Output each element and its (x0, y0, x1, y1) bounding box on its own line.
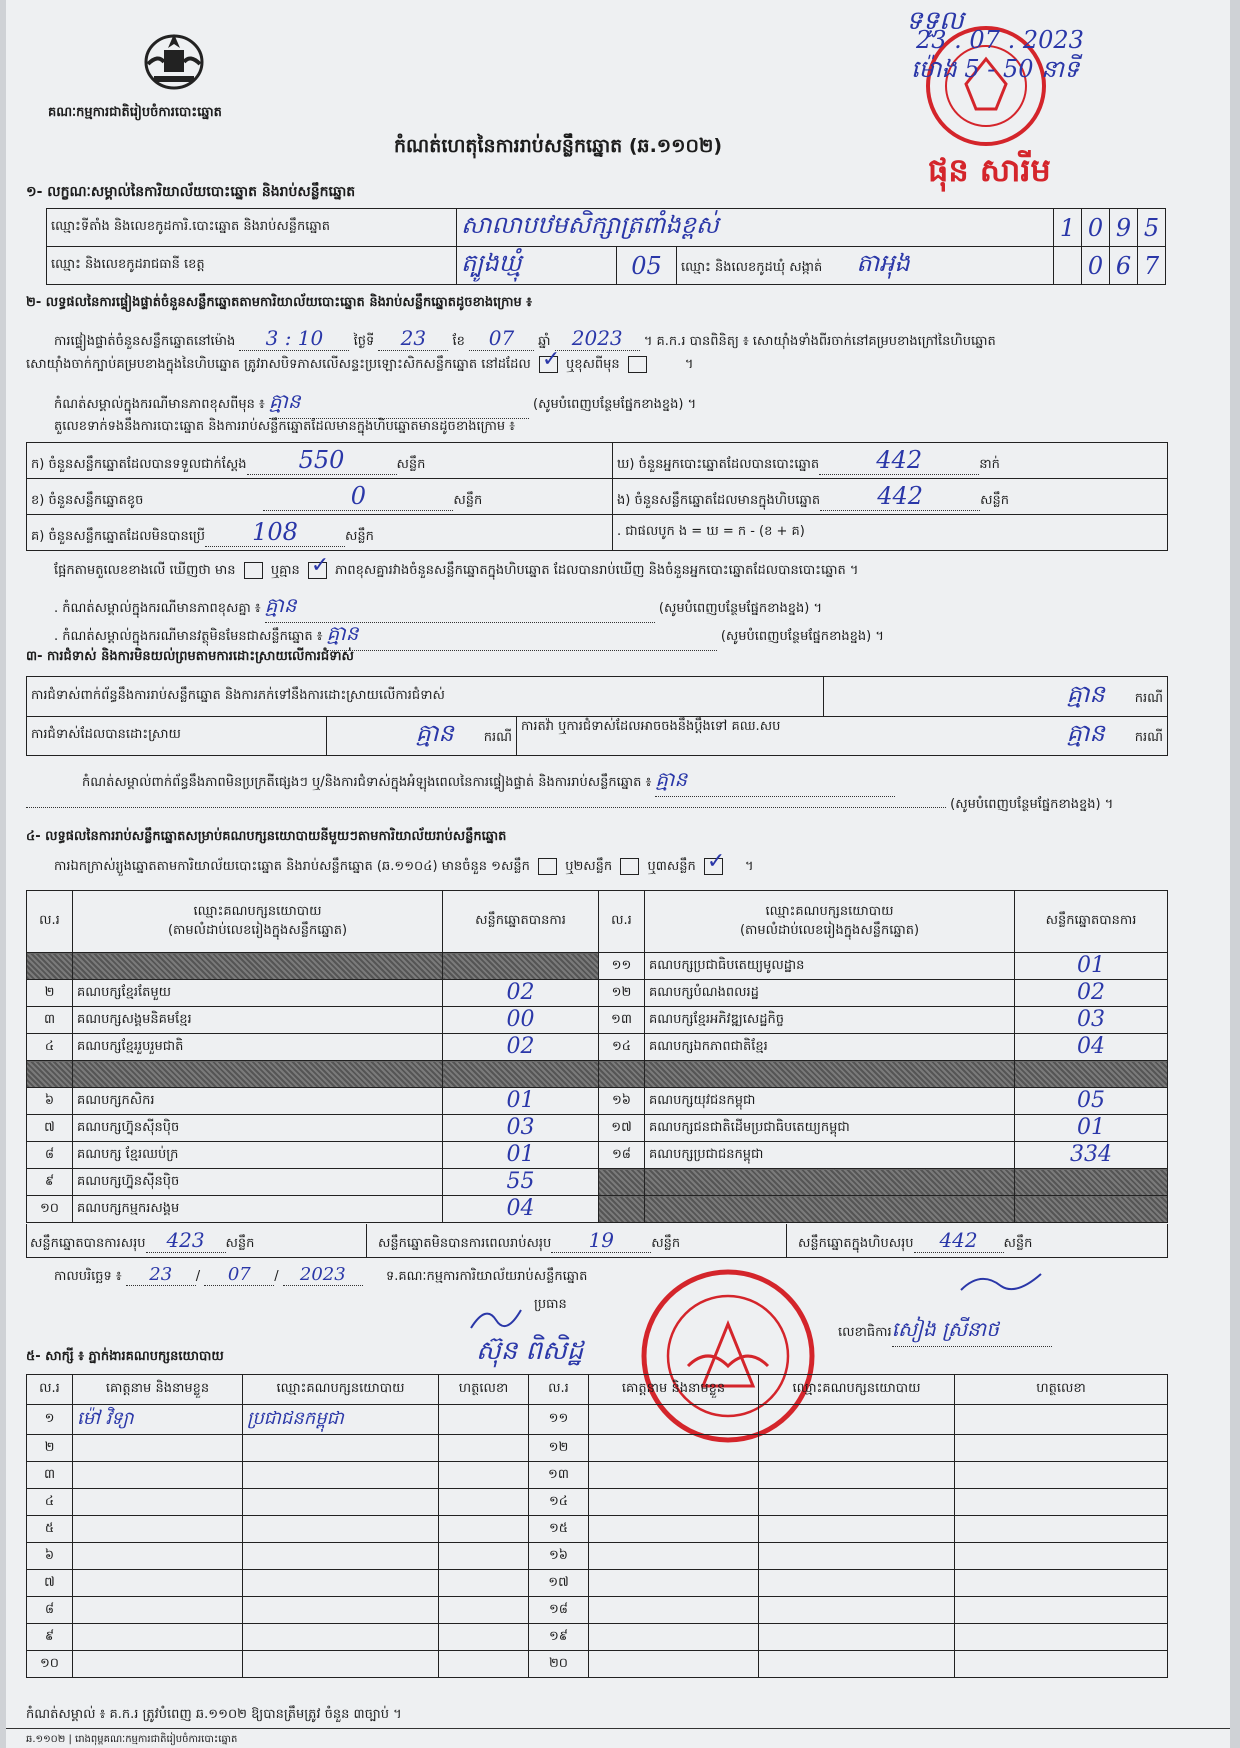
party-no: ១៣ (599, 1007, 645, 1034)
party-votes (443, 1196, 599, 1223)
witness-name[interactable] (73, 1570, 243, 1597)
voters-value: 442 (819, 446, 979, 475)
commune-value: តាអុង (856, 249, 910, 277)
nec-emblem-icon (134, 24, 214, 94)
receiver-name: ផុន សារីម (928, 151, 1051, 189)
sheets-line: ការឯកក្រាស់រ្យួងឆ្នោតតាមការិយាល័យបោះឆ្នោត និងរាប់សន្លឹកឆ្នោត (ឆ.១១០៤) មានចំនួន ១សន្លឹក ឬ២សន្លឹក ឬ៣សន្លឹក ✓ ។ (54, 849, 754, 874)
party-votes (443, 1169, 599, 1196)
party-name: គណបក្សខ្មែរអភិវឌ្ឍសេដ្ឋកិច្ច (645, 1007, 1015, 1034)
col-votes-right: សន្លឹកឆ្នោតបានការ (1015, 891, 1168, 953)
party-no (599, 1196, 645, 1223)
results-row (27, 1196, 1168, 1223)
chair-name: ស៊ុន ពិសិដ្ឋ (476, 1336, 584, 1366)
party-votes (443, 1007, 599, 1034)
results-row (27, 1061, 1168, 1088)
section3-heading: ៣- ការជំទាស់ និងការមិនយល់ព្រមតាមការដោះស្រាយលើការជំទាស់ (26, 649, 354, 664)
witness-name[interactable] (589, 1597, 759, 1624)
witness-name[interactable] (73, 1651, 243, 1678)
results-table: ល.រ ឈ្មោះគណបក្សនយោបាយ (តាមលំដាប់លេខរៀងក្នុងសន្លឹកឆ្នោត) សន្លឹកឆ្នោតបានការ ល.រ ឈ្មោះគណបក្សនយោបាយ (តាមលំដាប់លេខរៀងក្នុងសន្លឹកឆ្នោត) សន្លឹកឆ្នោតបានការ ១១ គណបក្សប្រជាធិបតេយ្យមូលដ្ឋាន 01 ២ គណបក្សខ្មែរតែមួយ 02 ១២ គណបក្សបំណងពលរដ្ឋ 02 ៣ គណបក្សសង្គមនិគមខ្មែរ 00 ១៣ គណបក្សខ្មែរអភិវឌ្ឍសេដ្ឋកិច្ច 03 ៤ គណបក្សខ្មែររួបរួមជាតិ 02 ១៤ គណបក្សឯកភាពជាតិខ្មែរ 04 ៦ គណបក្សកសិករ 01 ១៦ គណបក្សយុវជនកម្ពុជា 05 ៧ គណបក្សហ្វ៊ុនស៊ីនប៉ិច 03 ១៧ គណបក្សជនជាតិដើមប្រជាធិបតេយ្យកម្ពុជា 01 ៨ គណបក្ស ខ្មែរឈប់ក្រ 01 ១៨ គណបក្សប្រជាជនកម្ពុជា 334 ៩ គណបក្សហ្វ៊ុនស៊ីនប៉ិច 55 ១០ គណបក្សកម្មករសង្គម 04 (26, 890, 1168, 1223)
difference-no-checkbox[interactable]: ✓ (308, 562, 327, 579)
witness-party[interactable] (759, 1516, 955, 1543)
witness-row (27, 1489, 1168, 1516)
total-invalid: 19 (551, 1228, 651, 1253)
witness-signature[interactable] (439, 1435, 529, 1462)
party-no: ១៨ (599, 1142, 645, 1169)
complaints-table: ការជំទាស់ពាក់ព័ន្ធនឹងការរាប់សន្លឹកឆ្នោត និងការភក់ទៅនឹងការដោះស្រាយលើការជំទាស់ គ្មាន ករណី ការជំទាស់ដែលបានដោះស្រាយ គ្មាន ករណី ការតវ៉ា ឬការជំទាស់ដែលអាចចងនឹងប្តឹងទៅ គឈ.សប គ្មាន ករណី (26, 676, 1168, 756)
stamp-date: 23 . 07 . 2023 (916, 26, 1084, 54)
resolved-value: គ្មាន (415, 719, 454, 748)
secretary-line: លេខាធិការសៀង ស្រីនាថ (838, 1316, 1052, 1347)
foreign-object-line: . កំណត់សម្គាល់ក្នុងករណីមានវត្ថុមិនមែនជាសន្លឹកឆ្នោត ៖ គ្មាន (សូមបំពេញបន្ថែមផ្នែកខាងខ្នង) ។ (54, 620, 884, 651)
witness-row (27, 1462, 1168, 1489)
appeal-label: ការតវ៉ា ឬការជំទាស់ដែលអាចចងនឹងប្តឹងទៅ គឈ.សប (521, 719, 781, 735)
commune-digit-1: 0 (1087, 251, 1104, 280)
party-name (645, 1196, 1015, 1223)
witness-signature[interactable] (439, 1462, 529, 1489)
date-line: កាលបរិច្ឆេទ ៖ 23 / 07 / 2023 (54, 1264, 363, 1287)
code-digit-3: 9 (1115, 213, 1132, 242)
witness-no: ៣ (27, 1462, 73, 1489)
party-votes (1015, 1061, 1168, 1088)
seal-note-line: កំណត់សម្គាល់ក្នុងករណីមានភាពខុសពីមុន ៖ គ្មាន (សូមបំពេញបន្ថែមផ្នែកខាងខ្នង) ។ (54, 388, 696, 419)
witness-row (27, 1543, 1168, 1570)
witness-no: ៦ (27, 1543, 73, 1570)
footer-print: ឆ.១១០២ | រោងពុម្ពគណៈកម្មការជាតិរៀបចំការបោះឆ្នោត (26, 1734, 238, 1745)
witness-party[interactable] (243, 1624, 439, 1651)
witness-no: ១៧ (529, 1570, 589, 1597)
witness-signature[interactable] (955, 1516, 1168, 1543)
appeal-value: គ្មាន (1066, 719, 1105, 748)
witness-col-sign: ហត្ថលេខា (439, 1375, 529, 1405)
location-table (46, 208, 1166, 285)
totals-box: សន្លឹកឆ្នោតក្នុងហិបសរុប 442 សន្លឹក (798, 1228, 1033, 1252)
witness-name[interactable] (589, 1489, 759, 1516)
party-name: គណបក្សកម្មករសង្គម (73, 1196, 443, 1223)
code-digit-1: 1 (1059, 213, 1076, 242)
witness-party[interactable] (759, 1462, 955, 1489)
witness-party[interactable] (243, 1516, 439, 1543)
resolved-label: ការជំទាស់ដែលបានដោះស្រាយ (27, 716, 327, 756)
secretary-name: សៀង ស្រីនាថ (892, 1316, 1052, 1347)
party-no: ៧ (27, 1115, 73, 1142)
results-row (27, 953, 1168, 980)
irregularity-value: គ្មាន (655, 766, 895, 797)
totals-line: សន្លឹកឆ្នោតបានការសរុប 423 សន្លឹក (30, 1228, 255, 1252)
witness-party[interactable]: ប្រជាជនកម្ពុជា (243, 1405, 439, 1435)
party-name: គណបក្សសង្គមនិគមខ្មែរ (73, 1007, 443, 1034)
col-no-right: ល.រ (599, 891, 645, 953)
party-votes-value: 03 (506, 1115, 535, 1140)
party-no: ១២ (599, 980, 645, 1007)
party-votes (443, 1088, 599, 1115)
one-sheet-checkbox[interactable] (538, 858, 557, 875)
witness-signature[interactable] (439, 1543, 529, 1570)
date-month: 07 (204, 1264, 274, 1286)
stamp-time: ម៉ោង 5 - 50 នាទី (911, 55, 1080, 83)
party-name: គណបក្សហ្វ៊ុនស៊ីនប៉ិច (73, 1169, 443, 1196)
witness-name[interactable]: ម៉ៅ វិទ្យា (73, 1405, 243, 1435)
party-votes-value: 02 (506, 980, 535, 1005)
party-name: គណបក្សបំណងពលរដ្ឋ (645, 980, 1015, 1007)
foreign-object-value: គ្មាន (327, 620, 717, 651)
witness-party[interactable] (759, 1624, 955, 1651)
secretary-signature-icon (956, 1262, 1046, 1302)
party-votes-value: 00 (506, 1007, 535, 1032)
party-name: គណបក្សយុវជនកម្ពុជា (645, 1088, 1015, 1115)
party-no (27, 1061, 73, 1088)
witness-no: ១៣ (529, 1462, 589, 1489)
witness-party[interactable] (759, 1543, 955, 1570)
location-value: សាលាបឋមសិក្សាត្រពាំងខ្ពស់ (461, 211, 719, 239)
witness-row (27, 1516, 1168, 1543)
results-row (27, 1088, 1168, 1115)
witness-no: ១៩ (529, 1624, 589, 1651)
verify-year: 2023 (555, 326, 640, 351)
party-no (27, 953, 73, 980)
code-digit-2: 0 (1087, 213, 1104, 242)
witness-signature[interactable] (439, 1651, 529, 1678)
party-votes (1015, 1007, 1168, 1034)
witness-no: ១៥ (529, 1516, 589, 1543)
party-no: ៩ (27, 1169, 73, 1196)
party-votes-value: 01 (1077, 1115, 1105, 1140)
difference-yes-checkbox[interactable] (244, 562, 263, 579)
witness-party[interactable] (243, 1435, 439, 1462)
total-valid: 423 (146, 1228, 226, 1253)
witness-name[interactable] (589, 1516, 759, 1543)
party-name: គណបក្សហ្វ៊ុនស៊ីនប៉ិច (73, 1115, 443, 1142)
party-votes (1015, 1196, 1168, 1223)
irregularity-line2: (សូមបំពេញបន្ថែមផ្នែកខាងខ្នង) ។ (26, 796, 1113, 815)
party-votes-value: 02 (506, 1034, 535, 1059)
witness-signature[interactable] (955, 1597, 1168, 1624)
witness-no: ៩ (27, 1624, 73, 1651)
witness-party[interactable] (243, 1570, 439, 1597)
in-box-value: 442 (820, 482, 980, 511)
page-title: កំណត់ហេតុនៃការរាប់សន្លឹកឆ្នោត (ឆ.១១០២) (394, 135, 723, 157)
party-no: ១១ (599, 953, 645, 980)
code-digit-4: 5 (1143, 213, 1160, 242)
witness-party[interactable] (759, 1435, 955, 1462)
total-box: 442 (914, 1228, 1004, 1253)
section2-heading: ២- លទ្ធផលនៃការផ្ទៀងផ្ទាត់ចំនួនសន្លឹកឆ្នោតតាមការិយាល័យបោះឆ្នោត និងរាប់សន្លឹកឆ្នោតដូចខាងក្រោម ៖ (26, 295, 532, 310)
party-votes (1015, 953, 1168, 980)
witness-signature[interactable] (955, 1405, 1168, 1435)
section1-heading: ១- លក្ខណៈសម្គាល់នៃការិយាល័យបោះឆ្នោត និងរាប់សន្លឹកឆ្នោត (26, 184, 356, 200)
totals-invalid: សន្លឹកឆ្នោតមិនបានការពេលរាប់សរុប 19 សន្លឹក (378, 1228, 681, 1252)
party-votes-value: 05 (1077, 1088, 1105, 1113)
witness-signature[interactable] (439, 1597, 529, 1624)
location-label: ឈ្មោះទីតាំង និងលេខកូដការិ.បោះឆ្នោត និងរាប់សន្លឹកឆ្នោត (47, 209, 457, 247)
witness-row (27, 1597, 1168, 1624)
witness-name[interactable] (73, 1489, 243, 1516)
seal-note-value: គ្មាន (269, 388, 529, 419)
witness-signature[interactable] (955, 1462, 1168, 1489)
party-votes-value: 02 (1077, 980, 1105, 1005)
party-no: ៦ (27, 1088, 73, 1115)
commune-digit-3: 7 (1143, 251, 1160, 280)
witness-name[interactable] (73, 1435, 243, 1462)
voters-label: ឃ) ចំនួនអ្នកបោះឆ្នោតដែលបានបោះឆ្នោត (617, 457, 820, 472)
commune-label: ឈ្មោះ និងលេខកូដឃុំ សង្កាត់ (681, 260, 823, 275)
party-name: គណបក្សប្រជាជនកម្ពុជា (645, 1142, 1015, 1169)
received-value: 550 (247, 446, 397, 475)
witness-name[interactable] (73, 1543, 243, 1570)
witness-no: ៨ (27, 1597, 73, 1624)
witness-no: ១ (27, 1405, 73, 1435)
three-sheets-checkbox[interactable]: ✓ (704, 858, 723, 875)
witness-signature[interactable] (955, 1543, 1168, 1570)
results-row (27, 1007, 1168, 1034)
witness-party[interactable] (243, 1597, 439, 1624)
date-day: 23 (126, 1264, 196, 1286)
committee-label: ទ.គណៈកម្មការការិយាល័យរាប់សន្លឹកឆ្នោត (386, 1269, 588, 1284)
received-label: ក) ចំនួនសន្លឹកឆ្នោតដែលបានទទួលជាក់ស្តែង (31, 457, 247, 472)
party-votes (443, 953, 599, 980)
party-no: ៤ (27, 1034, 73, 1061)
witness-signature[interactable] (439, 1489, 529, 1516)
col-votes: សន្លឹកឆ្នោតបានការ (443, 891, 599, 953)
witness-row (27, 1405, 1168, 1435)
party-name: គណបក្សប្រជាធិបតេយ្យមូលដ្ឋាន (645, 953, 1015, 980)
party-votes (1015, 1115, 1168, 1142)
witness-name[interactable] (73, 1624, 243, 1651)
party-votes-value: 334 (1070, 1142, 1112, 1167)
party-name: គណបក្សឯកភាពជាតិខ្មែរ (645, 1034, 1015, 1061)
witness-no: ២០ (529, 1651, 589, 1678)
section5-heading: ៥- សាក្សី ៖ ភ្នាក់ងារគណបក្សនយោបាយ (26, 1349, 224, 1364)
irregularity-line: កំណត់សម្គាល់ពាក់ព័ន្ធនឹងភាពមិនប្រក្រតីផ្សេងៗ ឬ/និងការជំទាស់ក្នុងអំឡុងពេលនៃការផ្ទៀងផ្ទាត់ និងការរាប់សន្លឹកឆ្នោត ៖ គ្មាន (82, 766, 895, 797)
witness-no: ៥ (27, 1516, 73, 1543)
party-votes (1015, 1088, 1168, 1115)
results-row (27, 1142, 1168, 1169)
party-votes (443, 1115, 599, 1142)
party-name (645, 1061, 1015, 1088)
witness-name[interactable] (73, 1597, 243, 1624)
witness-name[interactable] (589, 1405, 759, 1435)
party-name (73, 953, 443, 980)
party-votes (1015, 1169, 1168, 1196)
two-sheets-checkbox[interactable] (620, 858, 639, 875)
party-votes-value: 01 (506, 1142, 535, 1167)
commune-digit-2: 6 (1115, 251, 1132, 280)
complaint-label: ការជំទាស់ពាក់ព័ន្ធនឹងការរាប់សន្លឹកឆ្នោត និងការភក់ទៅនឹងការដោះស្រាយលើការជំទាស់ (27, 677, 824, 717)
witness-name[interactable] (589, 1543, 759, 1570)
witness-no: ៧ (27, 1570, 73, 1597)
witness-signature[interactable] (955, 1570, 1168, 1597)
seal-line: សោយ៉ាំងចាក់ក្បាប់គម្របខាងក្នុងនៃហិបឆ្នោត ត្រូវរាសបិទភាសលើសន្ទះប្រឡោះសិកសន្លឹកឆ្នោត នៅដដែល ✓ ឬខុសពីមុន ។ (26, 347, 694, 372)
party-votes (443, 1061, 599, 1088)
party-votes (1015, 980, 1168, 1007)
stamp-received-label: ទទួល (906, 6, 964, 36)
witness-signature[interactable] (955, 1435, 1168, 1462)
formula: . ជាផលបូក ង = ឃ = ក - (ខ + គ) (613, 515, 1168, 551)
party-votes-value: 01 (1077, 953, 1105, 978)
witness-no: ១២ (529, 1435, 589, 1462)
witness-col-party: ឈ្មោះគណបក្សនយោបាយ (243, 1375, 439, 1405)
verify-month: 07 (469, 326, 534, 351)
witness-row (27, 1624, 1168, 1651)
party-no: ១៤ (599, 1034, 645, 1061)
party-no: ៨ (27, 1142, 73, 1169)
col-party: ឈ្មោះគណបក្សនយោបាយ (193, 903, 322, 919)
witness-party[interactable] (759, 1489, 955, 1516)
party-name (73, 1061, 443, 1088)
witness-name[interactable] (589, 1624, 759, 1651)
party-name: គណបក្សខ្មែរតែមួយ (73, 980, 443, 1007)
witness-signature[interactable] (955, 1624, 1168, 1651)
witness-signature[interactable] (439, 1570, 529, 1597)
complaint-value: គ្មាន (1066, 679, 1105, 708)
party-name: គណបក្សកសិករ (73, 1088, 443, 1115)
section4-heading: ៤- លទ្ធផលនៃការរាប់សន្លឹកឆ្នោតសម្រាប់គណបក្សនយោបាយនីមួយៗតាមការិយាល័យរាប់សន្លឹកឆ្នោត (26, 829, 507, 844)
party-no (599, 1061, 645, 1088)
province-code: 05 (631, 251, 662, 280)
party-votes (443, 1034, 599, 1061)
witness-party[interactable] (243, 1489, 439, 1516)
witness-party[interactable] (243, 1543, 439, 1570)
org-name: គណៈកម្មការជាតិរៀបចំការបោះឆ្នោត (48, 105, 222, 120)
witness-party[interactable] (759, 1570, 955, 1597)
witness-no: ៤ (27, 1489, 73, 1516)
party-no: ១០ (27, 1196, 73, 1223)
witness-no: ១១ (529, 1405, 589, 1435)
province-value: ត្បូងឃ្មុំ (461, 249, 522, 277)
chair-signature-icon (466, 1300, 526, 1336)
witness-row (27, 1435, 1168, 1462)
verify-day: 23 (378, 326, 448, 351)
party-name: គណបក្សខ្មែររួបរួមជាតិ (73, 1034, 443, 1061)
spoiled-label: ខ) ចំនួនសន្លឹកឆ្នោតខូច (31, 493, 144, 508)
footer-note: កំណត់សម្គាល់ ៖ គ.ក.រ ត្រូវបំពេញ ឆ.១១០២ ឱ្យបានត្រឹមត្រូវ ចំនួន ៣ច្បាប់ ។ (26, 1707, 402, 1722)
same-checkbox[interactable]: ✓ (539, 356, 558, 373)
col-no: ល.រ (27, 891, 73, 953)
unused-value: 108 (205, 518, 345, 547)
party-name: គណបក្សជនជាតិដើមប្រជាធិបតេយ្យកម្ពុជា (645, 1115, 1015, 1142)
party-votes-value: 04 (1077, 1034, 1105, 1059)
party-votes (1015, 1142, 1168, 1169)
witness-no: ១៦ (529, 1543, 589, 1570)
witness-signature[interactable] (439, 1624, 529, 1651)
party-name: គណបក្ស ខ្មែរឈប់ក្រ (73, 1142, 443, 1169)
party-no (599, 1169, 645, 1196)
witness-name[interactable] (589, 1462, 759, 1489)
results-row (27, 980, 1168, 1007)
unused-label: គ) ចំនួនសន្លឹកឆ្នោតដែលមិនបានប្រើ (31, 529, 205, 544)
verification-line: ការផ្ទៀងផ្ទាត់ចំនួនសន្លឹកឆ្នោតនៅម៉ោង 3 : 10 ថ្ងៃទី 23 ខែ 07 ឆ្នាំ 2023 ។ គ.ក.រ បានពិនិត្យ ៖ សោយ៉ាំងទាំងពីរចាក់នៅគម្របខាងក្រៅនៃហិបឆ្នោត (54, 326, 996, 350)
party-no: ២ (27, 980, 73, 1007)
witness-signature[interactable] (955, 1651, 1168, 1678)
spoiled-value: 0 (263, 482, 453, 511)
witness-col-name: គោត្តនាម និងនាមខ្លួន (73, 1375, 243, 1405)
witness-row (27, 1570, 1168, 1597)
witness-name[interactable] (73, 1462, 243, 1489)
witness-no: ១៨ (529, 1597, 589, 1624)
witness-party[interactable] (759, 1651, 955, 1678)
province-label: ឈ្មោះ និងលេខកូដរាជធានី ខេត្ត (47, 247, 457, 285)
difference-line: ផ្អែកតាមតួលេខខាងលើ ឃើញថា មាន ឬគ្មាន ✓ ភាពខុសគ្នារវាងចំនួនសន្លឹកឆ្នោតក្នុងហិបឆ្នោត ដែលបានរាប់ឃើញ និងចំនួនអ្នកបោះឆ្នោតដែលបានបោះឆ្នោត ។ (54, 553, 859, 578)
witness-table: ល.រ គោត្តនាម និងនាមខ្លួន ឈ្មោះគណបក្សនយោបាយ ហត្ថលេខា ល.រ គោត្តនាម និងនាមខ្លួន ឈ្មោះគណបក្សនយោបាយ ហត្ថលេខា ១ ម៉ៅ វិទ្យា ប្រជាជនកម្ពុជា ១១ ២ ១២ ៣ ១៣ ៤ ១៤ ៥ ១៥ ៦ ១៦ ៧ ១៧ ៨ ១៨ ៩ ១៩ ១០ ២០ (26, 1374, 1168, 1678)
party-no: ១៧ (599, 1115, 645, 1142)
witness-row (27, 1651, 1168, 1678)
witness-name[interactable] (589, 1435, 759, 1462)
date-year: 2023 (283, 1264, 363, 1286)
party-votes-value: 01 (506, 1088, 535, 1113)
party-name (645, 1169, 1015, 1196)
witness-party[interactable] (243, 1651, 439, 1678)
party-votes-value: 03 (1077, 1007, 1105, 1032)
witness-signature[interactable] (439, 1405, 529, 1435)
witness-name[interactable] (73, 1516, 243, 1543)
changed-checkbox[interactable] (628, 356, 647, 373)
figures-intro: តួលេខទាក់ទងនឹងការបោះឆ្នោត និងការរាប់សន្លឹកឆ្នោតដែលមានក្នុងហិបឆ្នោតមានដូចខាងក្រោម ៖ (54, 419, 515, 434)
witness-no: ១៤ (529, 1489, 589, 1516)
party-votes (443, 980, 599, 1007)
results-row (27, 1169, 1168, 1196)
witness-party[interactable] (759, 1405, 955, 1435)
witness-signature[interactable] (439, 1516, 529, 1543)
chair-label: ប្រធាន (534, 1297, 567, 1312)
party-votes (443, 1142, 599, 1169)
verify-time: 3 : 10 (239, 326, 349, 351)
party-no: ១៦ (599, 1088, 645, 1115)
results-row (27, 1115, 1168, 1142)
witness-signature[interactable] (955, 1489, 1168, 1516)
witness-name[interactable] (589, 1651, 759, 1678)
col-party-right: ឈ្មោះគណបក្សនយោបាយ (765, 903, 894, 919)
difference-note-value: គ្មាន (265, 592, 655, 623)
witness-no: ១០ (27, 1651, 73, 1678)
witness-party[interactable] (243, 1462, 439, 1489)
witness-name[interactable] (589, 1570, 759, 1597)
witness-party[interactable] (759, 1597, 955, 1624)
party-votes (1015, 1034, 1168, 1061)
party-votes-value: 55 (506, 1169, 535, 1194)
figures-table: ក) ចំនួនសន្លឹកឆ្នោតដែលបានទទួលជាក់ស្តែង 550 សន្លឹក ឃ) ចំនួនអ្នកបោះឆ្នោតដែលបានបោះឆ្នោត 442 នាក់ ខ) ចំនួនសន្លឹកឆ្នោតខូច 0 សន្លឹក ង) ចំនួនសន្លឹកឆ្នោតដែលមានក្នុងហិបឆ្នោត 442 សន្លឹក គ) ចំនួនសន្លឹកឆ្នោតដែលមិនបានប្រើ 108 សន្លឹក . ជាផលបូក ង = ឃ = ក - (ខ + គ) (26, 442, 1168, 551)
party-no: ៣ (27, 1007, 73, 1034)
results-row (27, 1034, 1168, 1061)
difference-note-line: . កំណត់សម្គាល់ក្នុងករណីមានភាពខុសគ្នា ៖ គ្មាន (សូមបំពេញបន្ថែមផ្នែកខាងខ្នង) ។ (54, 592, 822, 623)
party-votes-value: 04 (506, 1196, 535, 1221)
document-page (6, 0, 1230, 1748)
in-box-label: ង) ចំនួនសន្លឹកឆ្នោតដែលមានក្នុងហិបឆ្នោត (617, 493, 821, 508)
witness-no: ២ (27, 1435, 73, 1462)
